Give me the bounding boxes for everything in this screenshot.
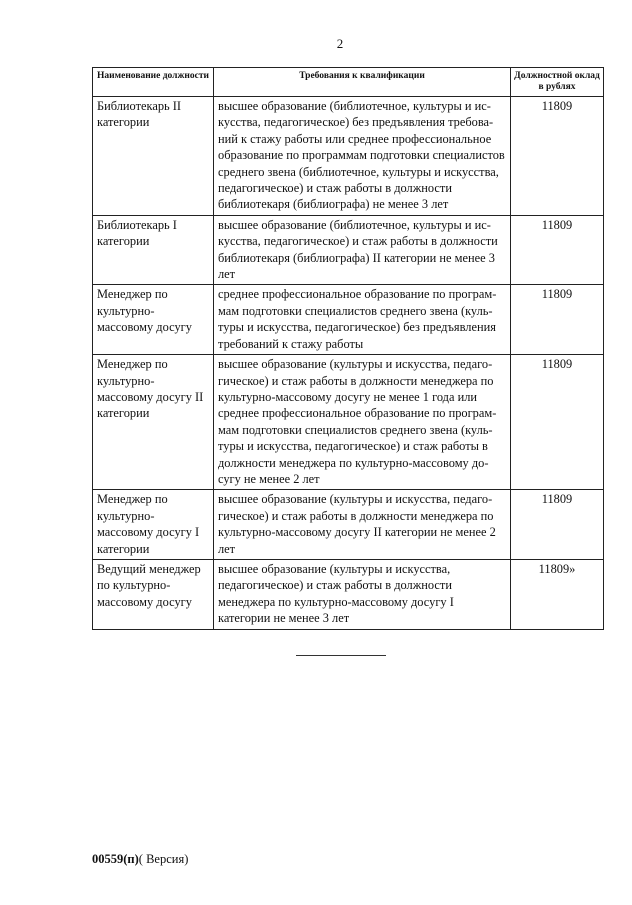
document-code	[92, 852, 188, 867]
table-row	[93, 215, 604, 285]
salary-cell: 11809	[511, 215, 604, 285]
salary-cell: 11809	[511, 285, 604, 355]
document-code-number: 00559(п)	[92, 852, 139, 866]
salary-cell: 11809	[511, 490, 604, 560]
position-cell: Ведущий менеджер по культурно-массовому досугу	[93, 559, 214, 629]
requirements-cell: среднее профессиональное образование по программам подготовки специалистов среднего звена (культуры и искусства, педагогическое) без предъявления требований к стажу работы	[214, 285, 511, 355]
table-row	[93, 97, 604, 216]
header-requirements: Требования к квалификации	[214, 68, 511, 97]
header-position: Наименование должности	[93, 68, 214, 97]
salary-cell: 11809»	[511, 559, 604, 629]
document-version: ( Версия)	[138, 852, 189, 866]
requirements-cell: высшее образование (библиотечное, культуры и искусства, педагогическое) без предъявления требований к стажу работы или среднее профессиональное образование по программам подготовки специалистов среднего звена (библиотечное, культуры и искусства, педагогическое) и стаж работы в должности библиотекаря (библиографа) не менее 3 лет	[214, 97, 511, 216]
end-of-document-rule	[296, 655, 386, 656]
position-cell: Библиотекарь II категории	[93, 97, 214, 216]
requirements-cell: высшее образование (культуры и искусства, педагогическое) и стаж работы в должности менеджера по культурно-массовому досугу II категории не менее 2 лет	[214, 490, 511, 560]
position-cell: Менеджер по культурно-массовому досугу I категории	[93, 490, 214, 560]
table-row	[93, 285, 604, 355]
table-header-row	[93, 68, 604, 97]
page-number: 2	[336, 36, 344, 51]
table-row	[93, 559, 604, 629]
position-cell: Менеджер по культурно-массовому досугу II категории	[93, 355, 214, 490]
qualification-table	[92, 67, 604, 630]
position-cell: Библиотекарь I категории	[93, 215, 214, 285]
requirements-cell: высшее образование (библиотечное, культуры и искусства, педагогическое) и стаж работы в должности библиотекаря (библиографа) II категории не менее 3 лет	[214, 215, 511, 285]
requirements-cell: высшее образование (культуры и искусства, педагогическое) и стаж работы в должности менеджера по культурно-массовому досугу не менее 1 года или среднее профессиональное образование по программам подготовки специалистов среднего звена (культуры и искусства, педагогическое) и стаж работы в должности менеджера по культурно-массовому досугу не менее 2 лет	[214, 355, 511, 490]
header-salary: Должностной оклад в рублях	[511, 68, 604, 97]
salary-cell: 11809	[511, 355, 604, 490]
salary-cell: 11809	[511, 97, 604, 216]
requirements-cell: высшее образование (культуры и искусства, педагогическое) и стаж работы в должности менеджера по культурно-массовому досугу I категории не менее 3 лет	[214, 559, 511, 629]
table-row	[93, 490, 604, 560]
table-row	[93, 355, 604, 490]
position-cell: Менеджер по культурно-массовому досугу	[93, 285, 214, 355]
